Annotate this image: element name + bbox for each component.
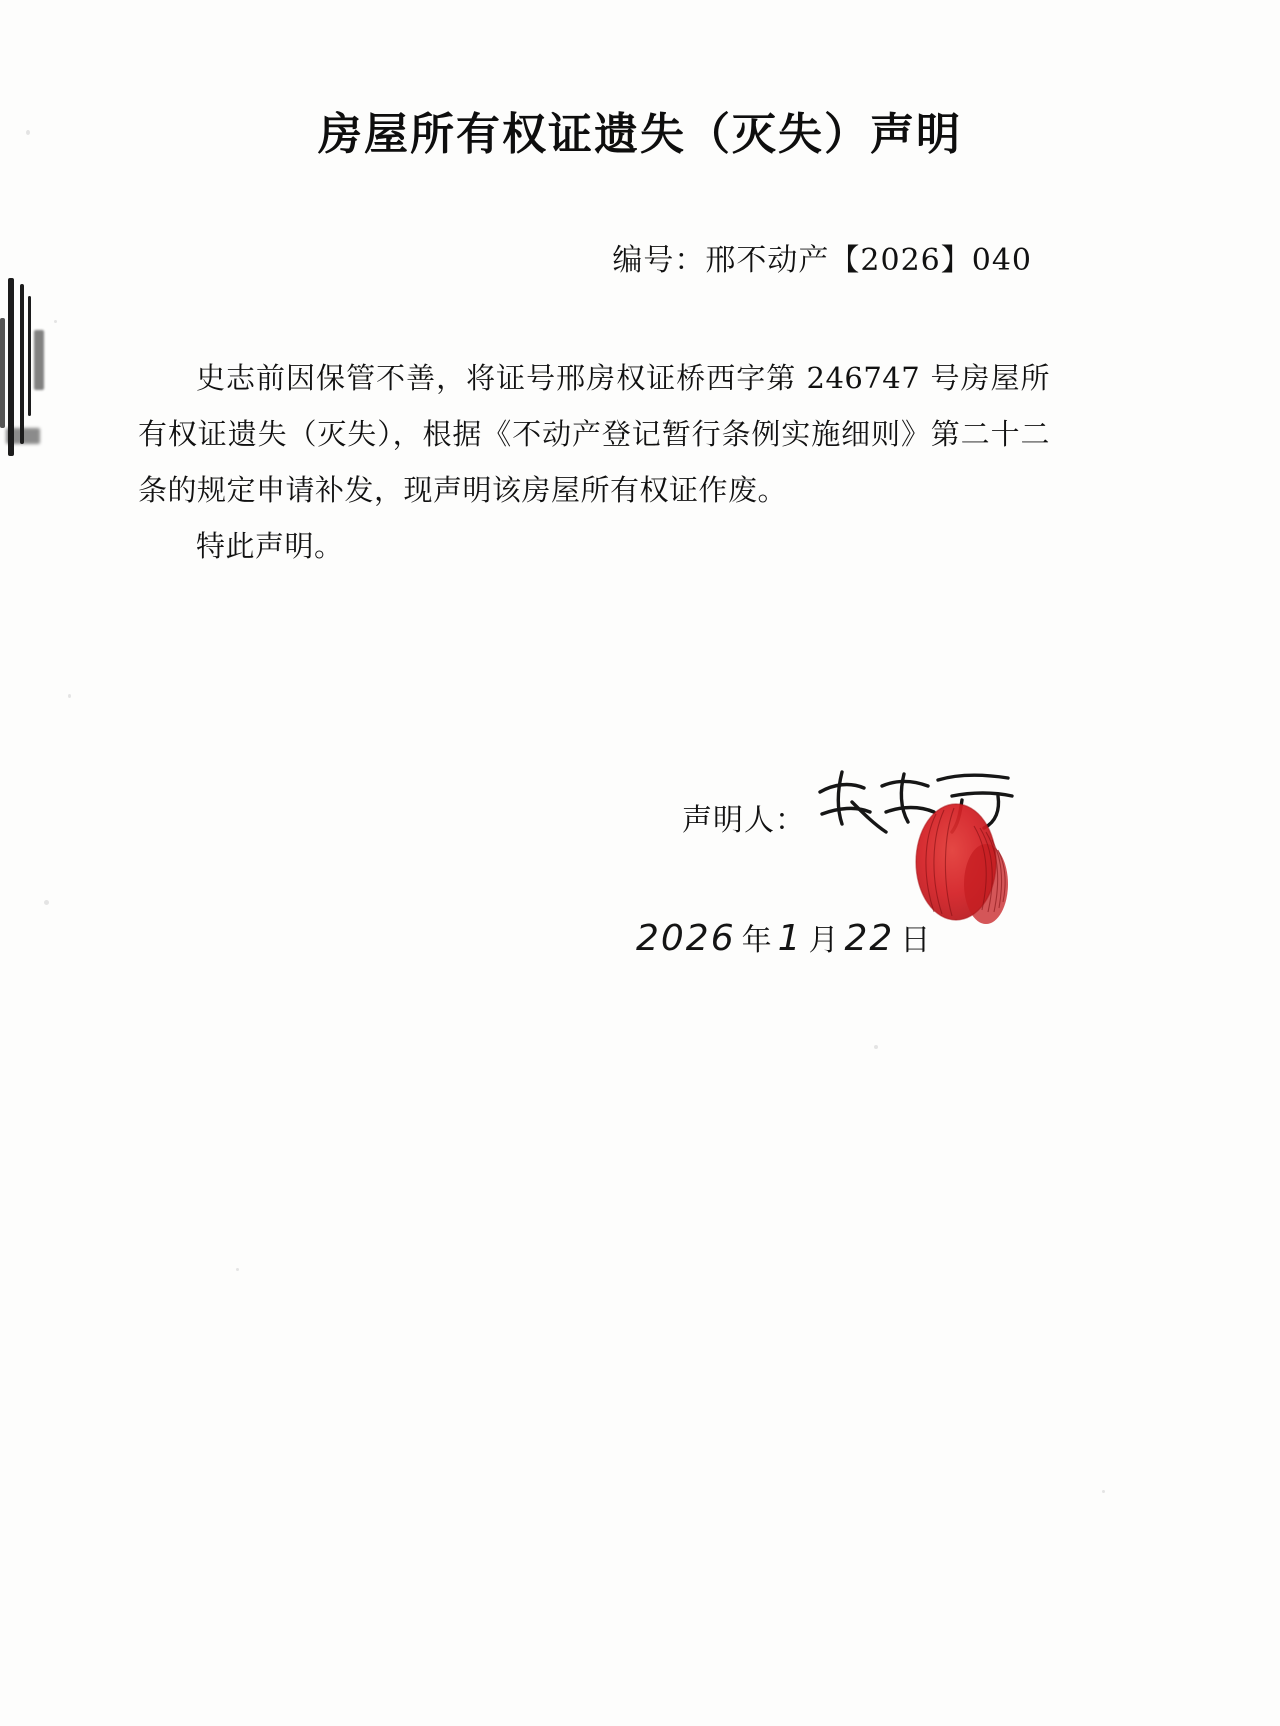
document-number xyxy=(612,235,1032,279)
body-paragraph-2: 特此声明。 xyxy=(196,529,344,563)
document-number-value: 邢不动产【2026】040 xyxy=(705,243,1032,278)
signature-label: 声明人： xyxy=(682,803,806,838)
date-day-unit: 日 xyxy=(900,923,931,958)
date-year-unit: 年 xyxy=(741,923,772,958)
body-paragraph-1: 史志前因保管不善，将证号邢房权证桥西字第 246747 号房屋所有权证遗失（灭失），根据《不动产登记暂行条例实施细则》第二十二条的规定申请补发，现声明该房屋所有权证作废。 xyxy=(138,361,1050,507)
date-day: 22 xyxy=(844,918,895,959)
scan-speckle xyxy=(54,320,57,323)
scan-speckle xyxy=(236,1268,239,1271)
fingerprint-stamp xyxy=(900,800,1018,932)
date-year: 2026 xyxy=(636,918,736,959)
page-title: 房屋所有权证遗失（灭失）声明 xyxy=(318,109,962,160)
scan-artifact-smudge xyxy=(0,278,52,460)
date-month-unit: 月 xyxy=(808,923,839,958)
date-month: 1 xyxy=(777,918,803,959)
scan-speckle xyxy=(874,1045,878,1049)
document-number-label: 编号： xyxy=(612,243,706,278)
scan-speckle xyxy=(1102,1490,1105,1493)
document-body xyxy=(138,350,1050,574)
signature-date xyxy=(636,915,976,977)
scan-speckle xyxy=(44,900,49,905)
scan-speckle xyxy=(68,694,71,698)
